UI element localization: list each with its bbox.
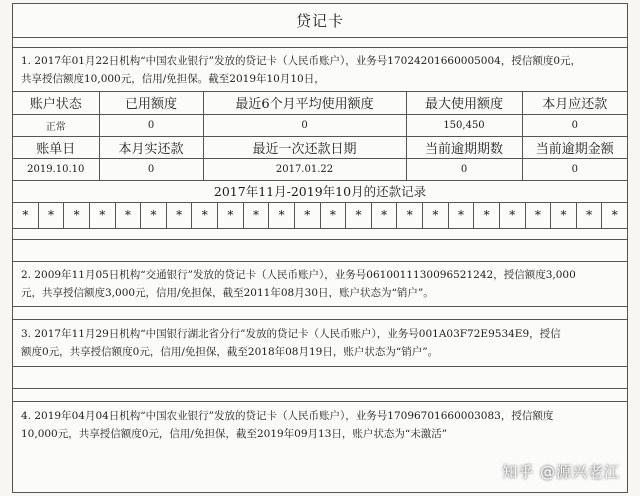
record-1-line-1: 1. 2017年01月22日机构“中国农业银行”发放的贷记卡（人民币账户），业务号17024201660005004，授信额度0元，	[21, 55, 582, 67]
value-avg-usage: 0	[203, 114, 406, 136]
value-due-this-month: 0	[522, 114, 627, 136]
repayment-month-mark: *	[449, 203, 475, 228]
watermark: 知乎 @源兴老江	[502, 463, 620, 481]
repayment-month-mark: *	[39, 203, 65, 228]
credit-report-sheet	[12, 3, 628, 493]
repayment-month-mark: *	[551, 203, 577, 228]
repayment-month-mark: *	[526, 203, 552, 228]
value-last-payment-date: 2017.01.22	[203, 158, 406, 180]
account-status-table	[13, 92, 627, 181]
repayment-month-mark: *	[116, 203, 142, 228]
spacer	[13, 38, 627, 48]
value-bill-day: 2019.10.10	[13, 158, 99, 180]
repayment-month-mark: *	[577, 203, 603, 228]
record-3-line-1: 3. 2017年11月29日机构“中国银行湖北省分行”发放的贷记卡（人民币账户），业务号001A03F72E9534E9，授信	[21, 327, 561, 340]
repayment-month-mark: *	[167, 203, 193, 228]
repayment-month-mark: *	[218, 203, 244, 228]
spacer	[13, 367, 627, 389]
record-4-line-2: 10,000元，共享授信额度0元，信用/免担保，截至2019年09月13日，账户状态为“未激活”	[21, 427, 448, 440]
record-4-line-1: 4. 2019年04月04日机构“中国农业银行”发放的贷记卡（人民币账户），业务号17096701660003083，授信额度	[21, 409, 554, 422]
repayment-month-mark: *	[192, 203, 218, 228]
repayment-month-mark: *	[141, 203, 167, 228]
repayment-month-mark: *	[346, 203, 372, 228]
repayment-month-mark: *	[90, 203, 116, 228]
table-row	[13, 158, 627, 180]
repayment-month-mark: *	[397, 203, 423, 228]
spacer	[13, 240, 627, 262]
header-max-usage: 最大使用额度	[406, 92, 522, 114]
value-max-usage: 150,450	[406, 114, 522, 136]
spacer	[13, 229, 627, 240]
record-3-text	[13, 320, 627, 367]
page-title: 贷记卡	[13, 4, 627, 38]
header-avg-usage: 最近6个月平均使用额度	[203, 92, 406, 114]
header-paid-this-month: 本月实还款	[99, 136, 203, 158]
repayment-month-mark: *	[244, 203, 270, 228]
spacer	[13, 307, 627, 320]
record-3-line-2: 额度0元，共享授信额度0元，信用/免担保，截至2018年08月19日，账户状态为“销户”。	[21, 345, 439, 358]
repayment-month-mark: *	[64, 203, 90, 228]
repayment-month-mark: *	[500, 203, 526, 228]
table-row	[13, 114, 627, 136]
header-used-limit: 已用额度	[99, 92, 203, 114]
record-2-line-2: 元，共享授信额度3,000元，信用/免担保，截至2011年08月30日，账户状态为“销户”。	[21, 286, 434, 299]
value-account-status: 正常	[13, 114, 99, 136]
record-1-text	[13, 48, 627, 92]
repayment-month-mark: *	[423, 203, 449, 228]
table-header-row	[13, 92, 627, 114]
header-overdue-periods: 当前逾期期数	[406, 136, 522, 158]
header-overdue-amount: 当前逾期金额	[522, 136, 627, 158]
header-bill-day: 账单日	[13, 136, 99, 158]
value-used-limit: 0	[99, 114, 203, 136]
value-overdue-amount: 0	[522, 158, 627, 180]
record-1-line-2: 共享授信额度10,000元，信用/免担保。截至2019年10月10日，	[21, 73, 325, 85]
repayment-month-mark: *	[13, 203, 39, 228]
header-last-payment-date: 最近一次还款日期	[203, 136, 406, 158]
repayment-month-mark: *	[372, 203, 398, 228]
table-header-row	[13, 136, 627, 158]
spacer	[13, 389, 627, 402]
record-2-line-1: 2. 2009年11月05日机构“交通银行”发放的贷记卡（人民币账户），业务号0610011130096521242，授信额度3,000	[21, 268, 576, 281]
repayment-month-mark: *	[269, 203, 295, 228]
header-account-status: 账户状态	[13, 92, 99, 114]
value-overdue-periods: 0	[406, 158, 522, 180]
record-2-text	[13, 262, 627, 307]
repayment-history-title: 2017年11月-2019年10月的还款记录	[13, 181, 627, 203]
header-due-this-month: 本月应还款	[522, 92, 627, 114]
repayment-month-mark: *	[474, 203, 500, 228]
repayment-month-mark: *	[321, 203, 347, 228]
repayment-history-row	[13, 203, 627, 229]
repayment-month-mark: *	[611, 208, 618, 222]
record-4-text	[13, 402, 627, 446]
repayment-month-mark: *	[295, 203, 321, 228]
value-paid-this-month: 0	[99, 158, 203, 180]
